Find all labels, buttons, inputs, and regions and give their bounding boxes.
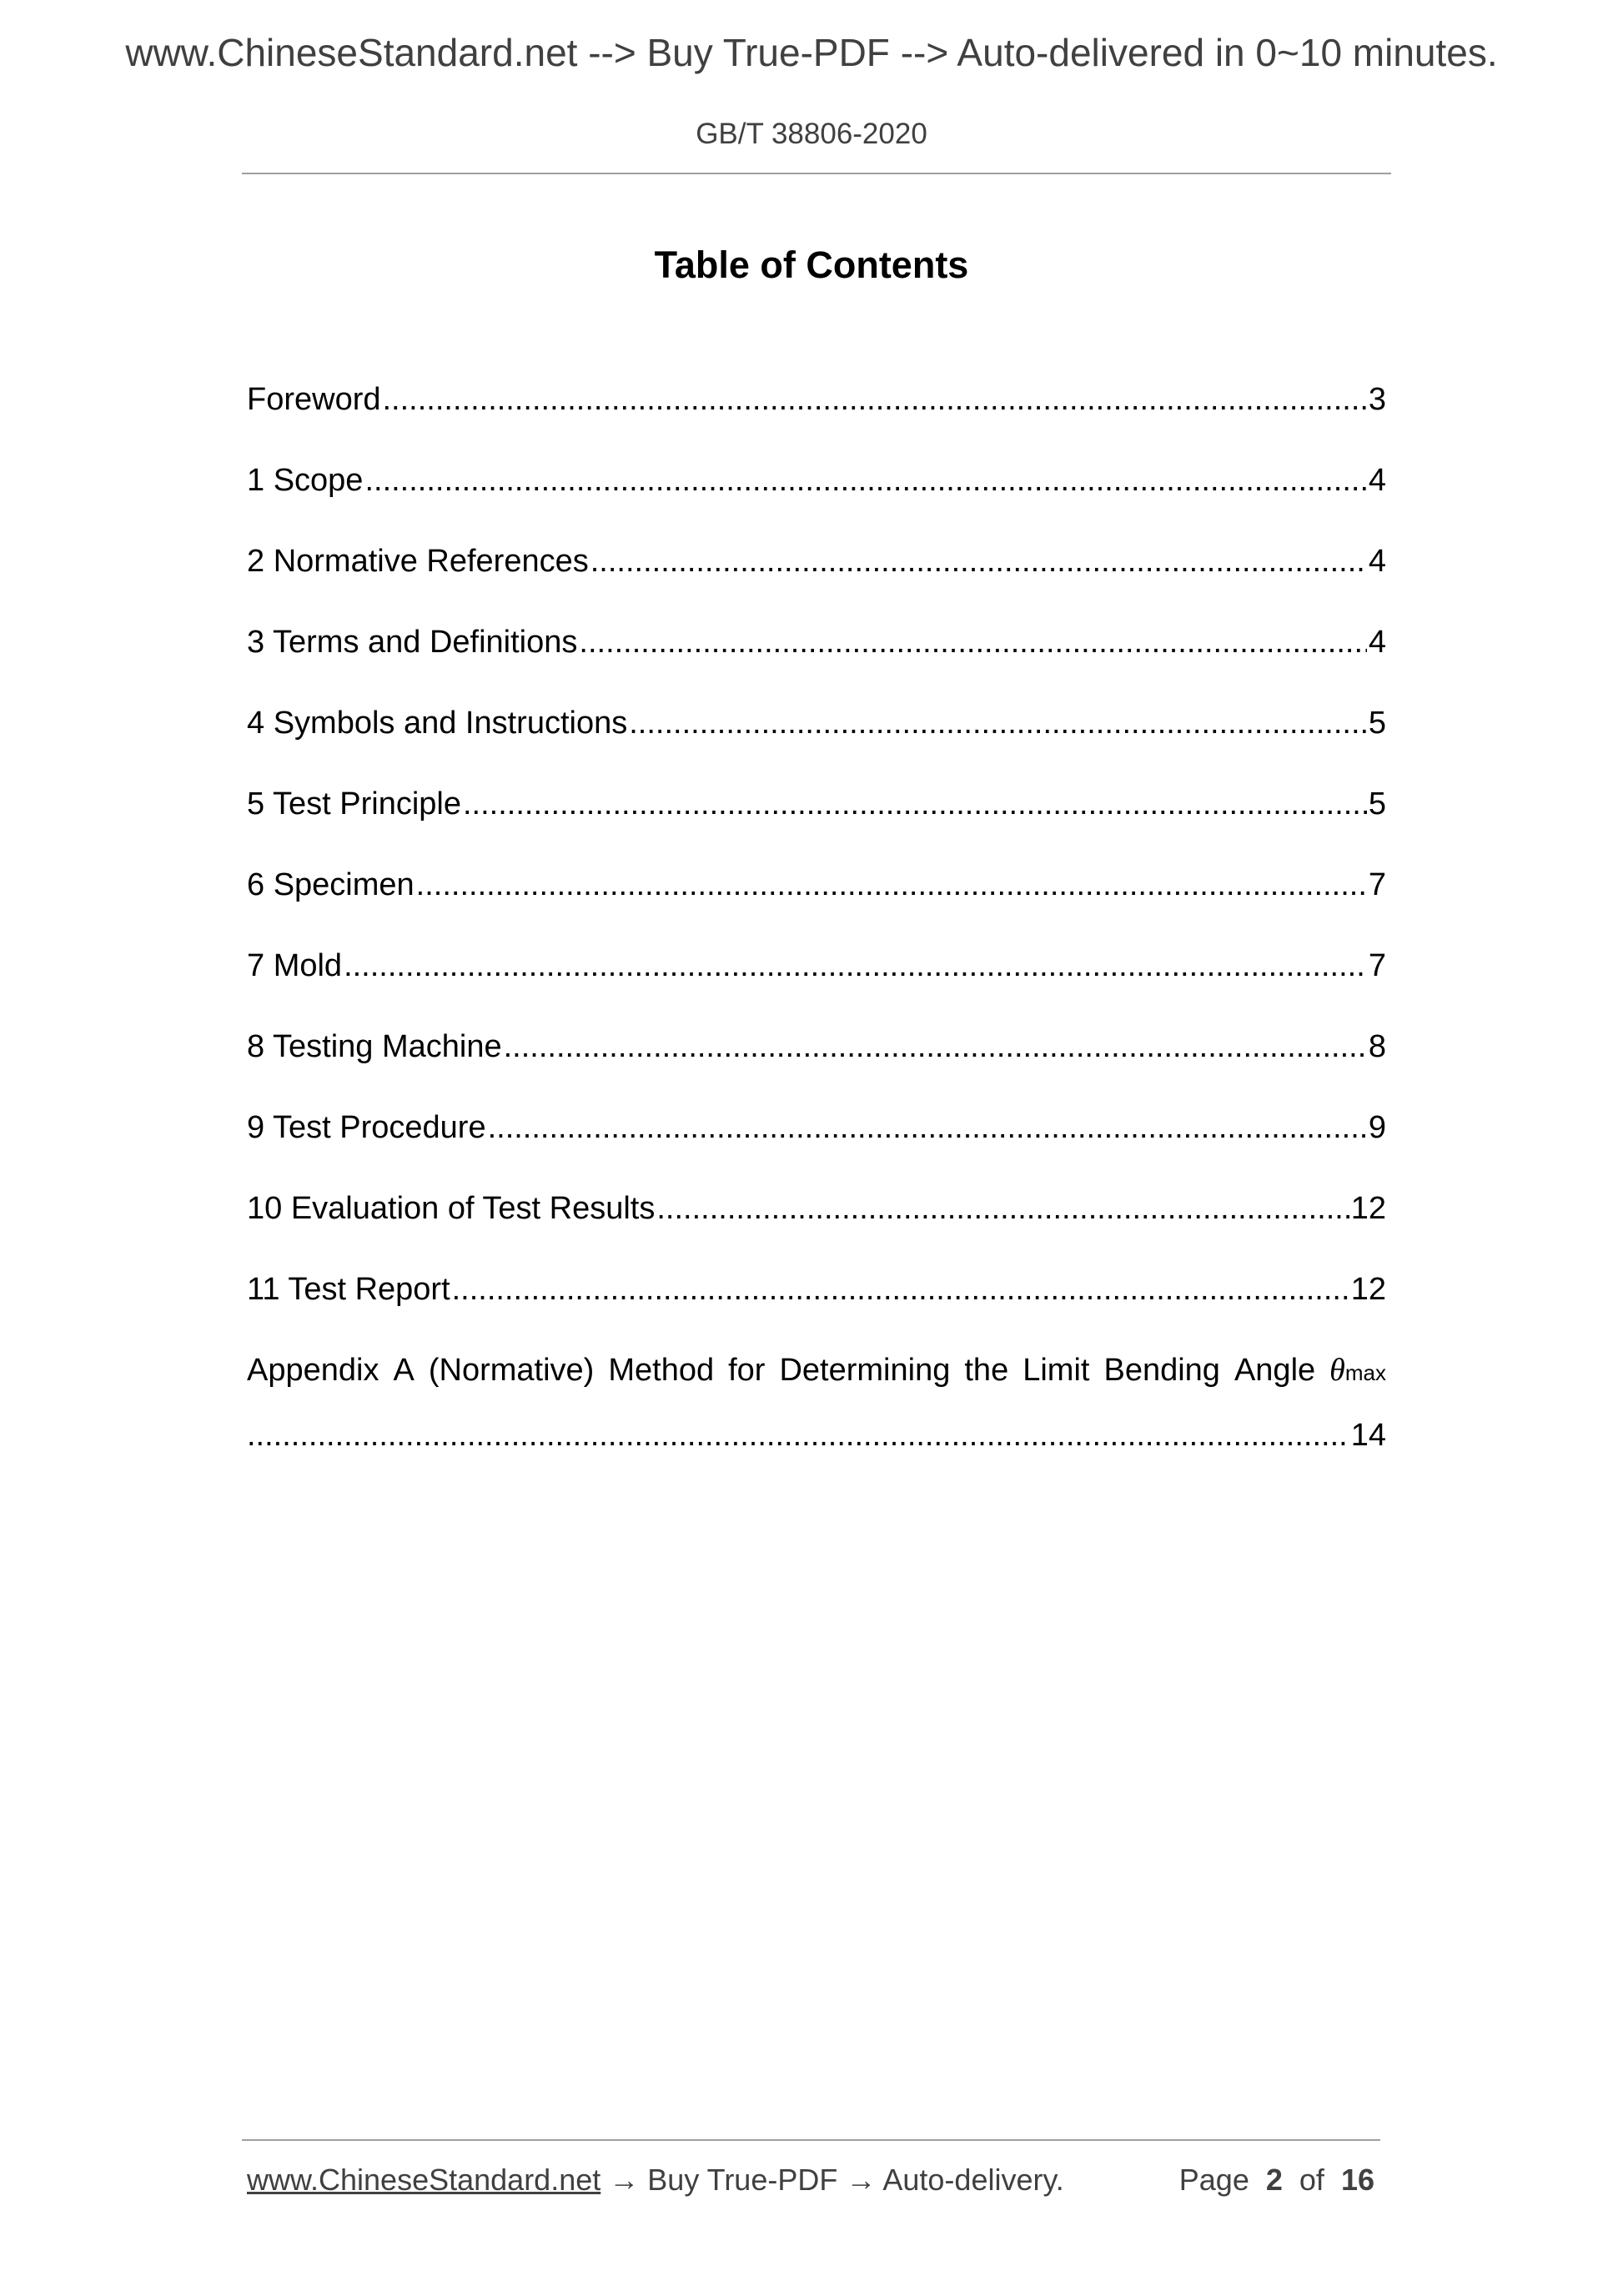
toc-entry-test-principle[interactable]: [247, 784, 1386, 824]
toc-leader-dots: [463, 784, 1367, 824]
toc-entry-page: 4: [1368, 625, 1386, 660]
header-divider: [242, 173, 1391, 174]
toc-entry-evaluation[interactable]: [247, 1188, 1386, 1228]
toc-entry-label: 2 Normative References: [247, 544, 589, 579]
toc-entry-page: 8: [1368, 1029, 1386, 1064]
toc-entry-symbols-instructions[interactable]: [247, 703, 1386, 743]
footer-divider: [242, 2139, 1380, 2141]
footer-site-link[interactable]: www.ChineseStandard.net: [247, 2163, 601, 2197]
appendix-word: Bending: [1103, 1353, 1220, 1388]
page-title: Table of Contents: [654, 244, 969, 286]
toc-entry-label: 4 Symbols and Instructions: [247, 706, 628, 741]
page-indicator: [1179, 2160, 1374, 2200]
toc-entry-page: 3: [1368, 382, 1386, 417]
arrow-right-icon: →: [609, 2163, 640, 2197]
toc-entry-test-procedure[interactable]: [247, 1108, 1386, 1148]
toc-entry-testing-machine[interactable]: [247, 1027, 1386, 1067]
page-word: Page: [1178, 2163, 1249, 2197]
toc-leader-dots: [629, 703, 1367, 743]
toc-entry-page: 9: [1368, 1110, 1386, 1145]
appendix-word: the: [964, 1353, 1009, 1388]
toc-leader-dots: [416, 865, 1367, 905]
toc-leader-dots: [247, 1415, 1349, 1455]
arrow-right-icon: →: [846, 2163, 877, 2197]
toc-leader-dots: [383, 379, 1367, 420]
appendix-word: (Normative): [428, 1353, 595, 1388]
current-page-number: 2: [1265, 2163, 1283, 2197]
toc-leader-dots: [488, 1108, 1367, 1148]
theta-max-symbol: [1329, 1350, 1386, 1393]
top-banner: www.ChineseStandard.net --> Buy True-PDF --> Auto-delivered in 0~10 minutes.: [125, 31, 1498, 74]
toc-entry-label: 10 Evaluation of Test Results: [247, 1191, 656, 1226]
toc-leader-dots: [344, 946, 1367, 986]
toc-entry-page: 5: [1368, 706, 1386, 741]
toc-entry-page: 14: [1350, 1418, 1386, 1453]
toc-leader-dots: [656, 1188, 1349, 1228]
toc-entry-foreword[interactable]: [247, 379, 1386, 420]
appendix-word: Limit: [1023, 1353, 1090, 1388]
toc-entry-page: 7: [1368, 948, 1386, 983]
theta-subscript: max: [1344, 1360, 1386, 1385]
toc-entry-page: 5: [1368, 786, 1386, 821]
toc-entry-page: 12: [1350, 1272, 1386, 1307]
toc-entry-label: 7 Mold: [247, 948, 343, 983]
toc-entry-scope[interactable]: [247, 460, 1386, 500]
appendix-word: for: [728, 1353, 766, 1388]
footer: [247, 2160, 1381, 2200]
toc-leader-dots: [452, 1269, 1349, 1309]
toc-entry-mold[interactable]: [247, 946, 1386, 986]
toc-entry-label: 6 Specimen: [247, 867, 415, 902]
toc-leader-dots: [579, 622, 1366, 662]
toc-entry-specimen[interactable]: [247, 865, 1386, 905]
appendix-word: Angle: [1234, 1353, 1316, 1388]
appendix-word: Determining: [779, 1353, 951, 1388]
toc-entry-label: 1 Scope: [247, 463, 364, 498]
footer-delivery-text: Auto-delivery.: [882, 2163, 1064, 2197]
toc-entry-label: 8 Testing Machine: [247, 1029, 502, 1064]
toc-leader-dots: [590, 541, 1367, 581]
toc-entry-appendix-a[interactable]: [247, 1350, 1386, 1393]
toc-entry-page: 7: [1368, 867, 1386, 902]
total-pages-number: 16: [1340, 2163, 1374, 2197]
toc-leader-dots: [364, 460, 1366, 500]
toc-entry-label: 5 Test Principle: [247, 786, 461, 821]
toc-entry-normative-references[interactable]: [247, 541, 1386, 581]
footer-buy-text: Buy True-PDF: [647, 2163, 838, 2197]
toc-entry-test-report[interactable]: [247, 1269, 1386, 1309]
toc-entry-terms-definitions[interactable]: [247, 622, 1386, 662]
appendix-word: Appendix: [247, 1353, 379, 1388]
toc-entry-page: 4: [1368, 544, 1386, 579]
toc-entry-appendix-a-page[interactable]: [247, 1415, 1386, 1455]
document-id: GB/T 38806-2020: [696, 118, 927, 150]
toc-entry-label: 3 Terms and Definitions: [247, 625, 578, 660]
appendix-word: Method: [608, 1353, 715, 1388]
toc-leader-dots: [504, 1027, 1367, 1067]
theta-symbol: θ: [1329, 1353, 1345, 1388]
of-word: of: [1299, 2163, 1324, 2197]
toc-entry-page: 4: [1368, 463, 1386, 498]
toc-entry-label: Foreword: [247, 382, 381, 417]
toc-entry-label: 11 Test Report: [247, 1272, 450, 1307]
toc-entry-label: 9 Test Procedure: [247, 1110, 486, 1145]
toc-entry-page: 12: [1350, 1191, 1386, 1226]
appendix-word: A: [393, 1353, 415, 1388]
